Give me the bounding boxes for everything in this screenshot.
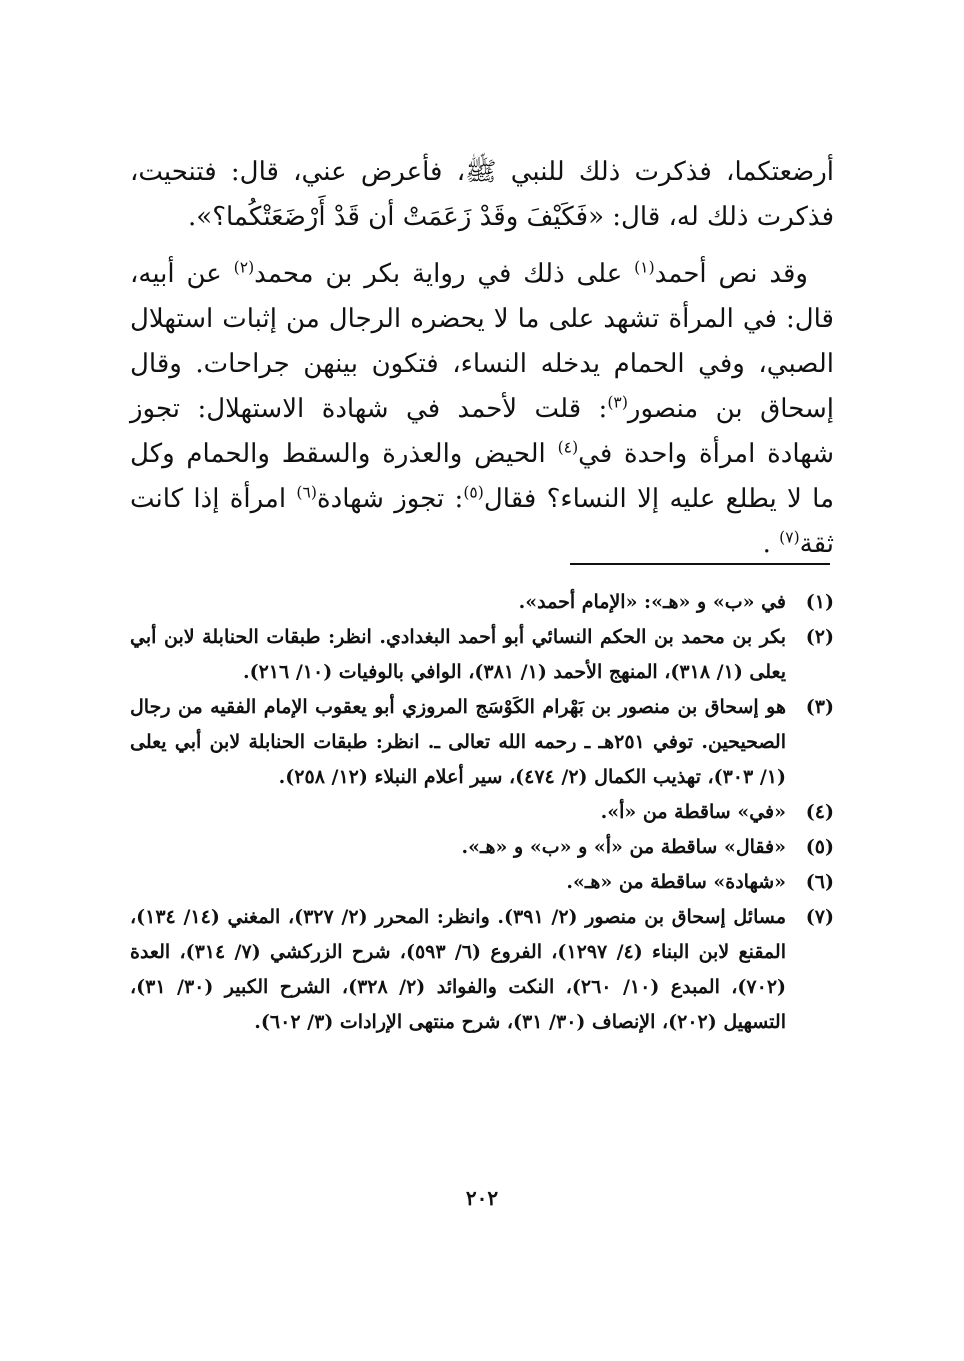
paragraph-2-text-2: على ذلك في رواية بكر بن محمد — [254, 259, 635, 289]
footnote-ref-5: (٥) — [463, 483, 484, 502]
footnote-text: «فقال» ساقطة من «أ» و «ب» و «هـ». — [461, 836, 786, 858]
footnote-text: «في» ساقطة من «أ». — [600, 801, 786, 823]
footnote-number: (٢) — [805, 626, 834, 648]
footnote-ref-7: (٧) — [779, 528, 800, 547]
footnote-text: مسائل إسحاق بن منصور (٢/ ٣٩١). وانظر: المحرر (٢/ ٣٢٧)، المغني (١٤/ ١٣٤)، المقنع لابن البناء (٤/ ١٢٩٧)، الفروع (٦/ ٥٩٣)، شرح الزركشي (٧/ ٣١٤)، العدة (٧٠٢)، المبدع (١٠/ ٢٦٠)، النكت والفوائد (٢/ ٣٢٨)، الشرح الكبير (٣٠/ ٣١)، التسهيل (٢٠٢)، الإنصاف (٣٠/ ٣١)، شرح منتهى الإرادات (٣/ ٦٠٢). — [130, 906, 787, 1033]
footnote-1 — [130, 585, 834, 620]
page-number: ٢٠٢ — [465, 1186, 499, 1210]
footnote-text: «شهادة» ساقطة من «هـ». — [566, 871, 786, 893]
footnote-number: (٤) — [805, 801, 834, 823]
footnote-ref-4: (٤) — [557, 438, 579, 457]
footnote-text: هو إسحاق بن منصور بن بَهْرام الكَوْسَج المروزي أبو يعقوب الإمام الفقيه من رجال الصحيحين. توفي ٢٥١هـ ـ رحمه الله تعالى ـ. انظر: طبقات الحنابلة لابن أبي يعلى (١/ ٣٠٣)، تهذيب الكمال (٢/ ٤٧٤)، سير أعلام النبلاء (١٢/ ٢٥٨). — [130, 696, 786, 788]
footnote-number: (٣) — [805, 696, 834, 718]
footnote-separator — [570, 563, 830, 565]
footnote-ref-6: (٦) — [296, 483, 317, 502]
main-text — [130, 150, 834, 567]
paragraph-2-text-6: : تجوز شهادة — [317, 484, 464, 514]
footnote-number: (٥) — [805, 836, 834, 858]
footnote-ref-1: (١) — [634, 258, 655, 277]
footnote-number: (١) — [805, 591, 834, 613]
paragraph-2-text-1: وقد نص أحمد — [654, 259, 808, 289]
footnote-2 — [130, 620, 834, 690]
footnote-number: (٧) — [805, 906, 834, 928]
main-body — [130, 150, 834, 567]
footnote-number: (٦) — [805, 871, 834, 893]
footnote-5 — [130, 830, 834, 865]
footnote-ref-3: (٣) — [607, 393, 628, 412]
footnote-ref-2: (٢) — [233, 258, 255, 277]
paragraph-2-text-5: الحيض والعذرة والسقط والحمام وكل ما لا يطلع عليه إلا النساء؟ فقال — [130, 439, 835, 514]
footnote-7 — [130, 900, 834, 1040]
footnote-text: بكر بن محمد بن الحكم النسائي أبو أحمد البغدادي. انظر: طبقات الحنابلة لابن أبي يعلى (١/ ٣١٨)، المنهج الأحمد (١/ ٣٨١)، الوافي بالوفيات (١٠/ ٢١٦). — [130, 626, 786, 683]
footnote-3 — [130, 690, 834, 795]
paragraph-2-text-7: امرأة إذا كانت ثقة — [130, 484, 834, 559]
footnote-4 — [130, 795, 834, 830]
paragraph-2 — [130, 252, 834, 567]
paragraph-2-text-8: . — [762, 529, 780, 559]
footnotes — [130, 585, 834, 1040]
footnote-text: في «ب» و «هـ»: «الإمام أحمد». — [518, 591, 786, 613]
paragraph-2-text-4: : قلت لأحمد في شهادة الاستهلال: تجوز شهادة امرأة واحدة في — [130, 394, 835, 469]
footnote-6 — [130, 865, 834, 900]
paragraph-1: أرضعتكما، فذكرت ذلك للنبي ﷺ، فأعرض عني، قال: فتنحيت، فذكرت ذلك له، قال: «فَكَيْفَ وقَدْ زَعَمَتْ أن قَدْ أَرْضَعَتْكُما؟». — [130, 157, 834, 232]
paragraph-2-text-3: عن أبيه، قال: في المرأة تشهد على ما لا يحضره الرجال من إثبات استهلال الصبي، وفي الحمام يدخله النساء، فتكون بينهن جراحات. وقال إسحاق بن منصور — [130, 259, 834, 424]
